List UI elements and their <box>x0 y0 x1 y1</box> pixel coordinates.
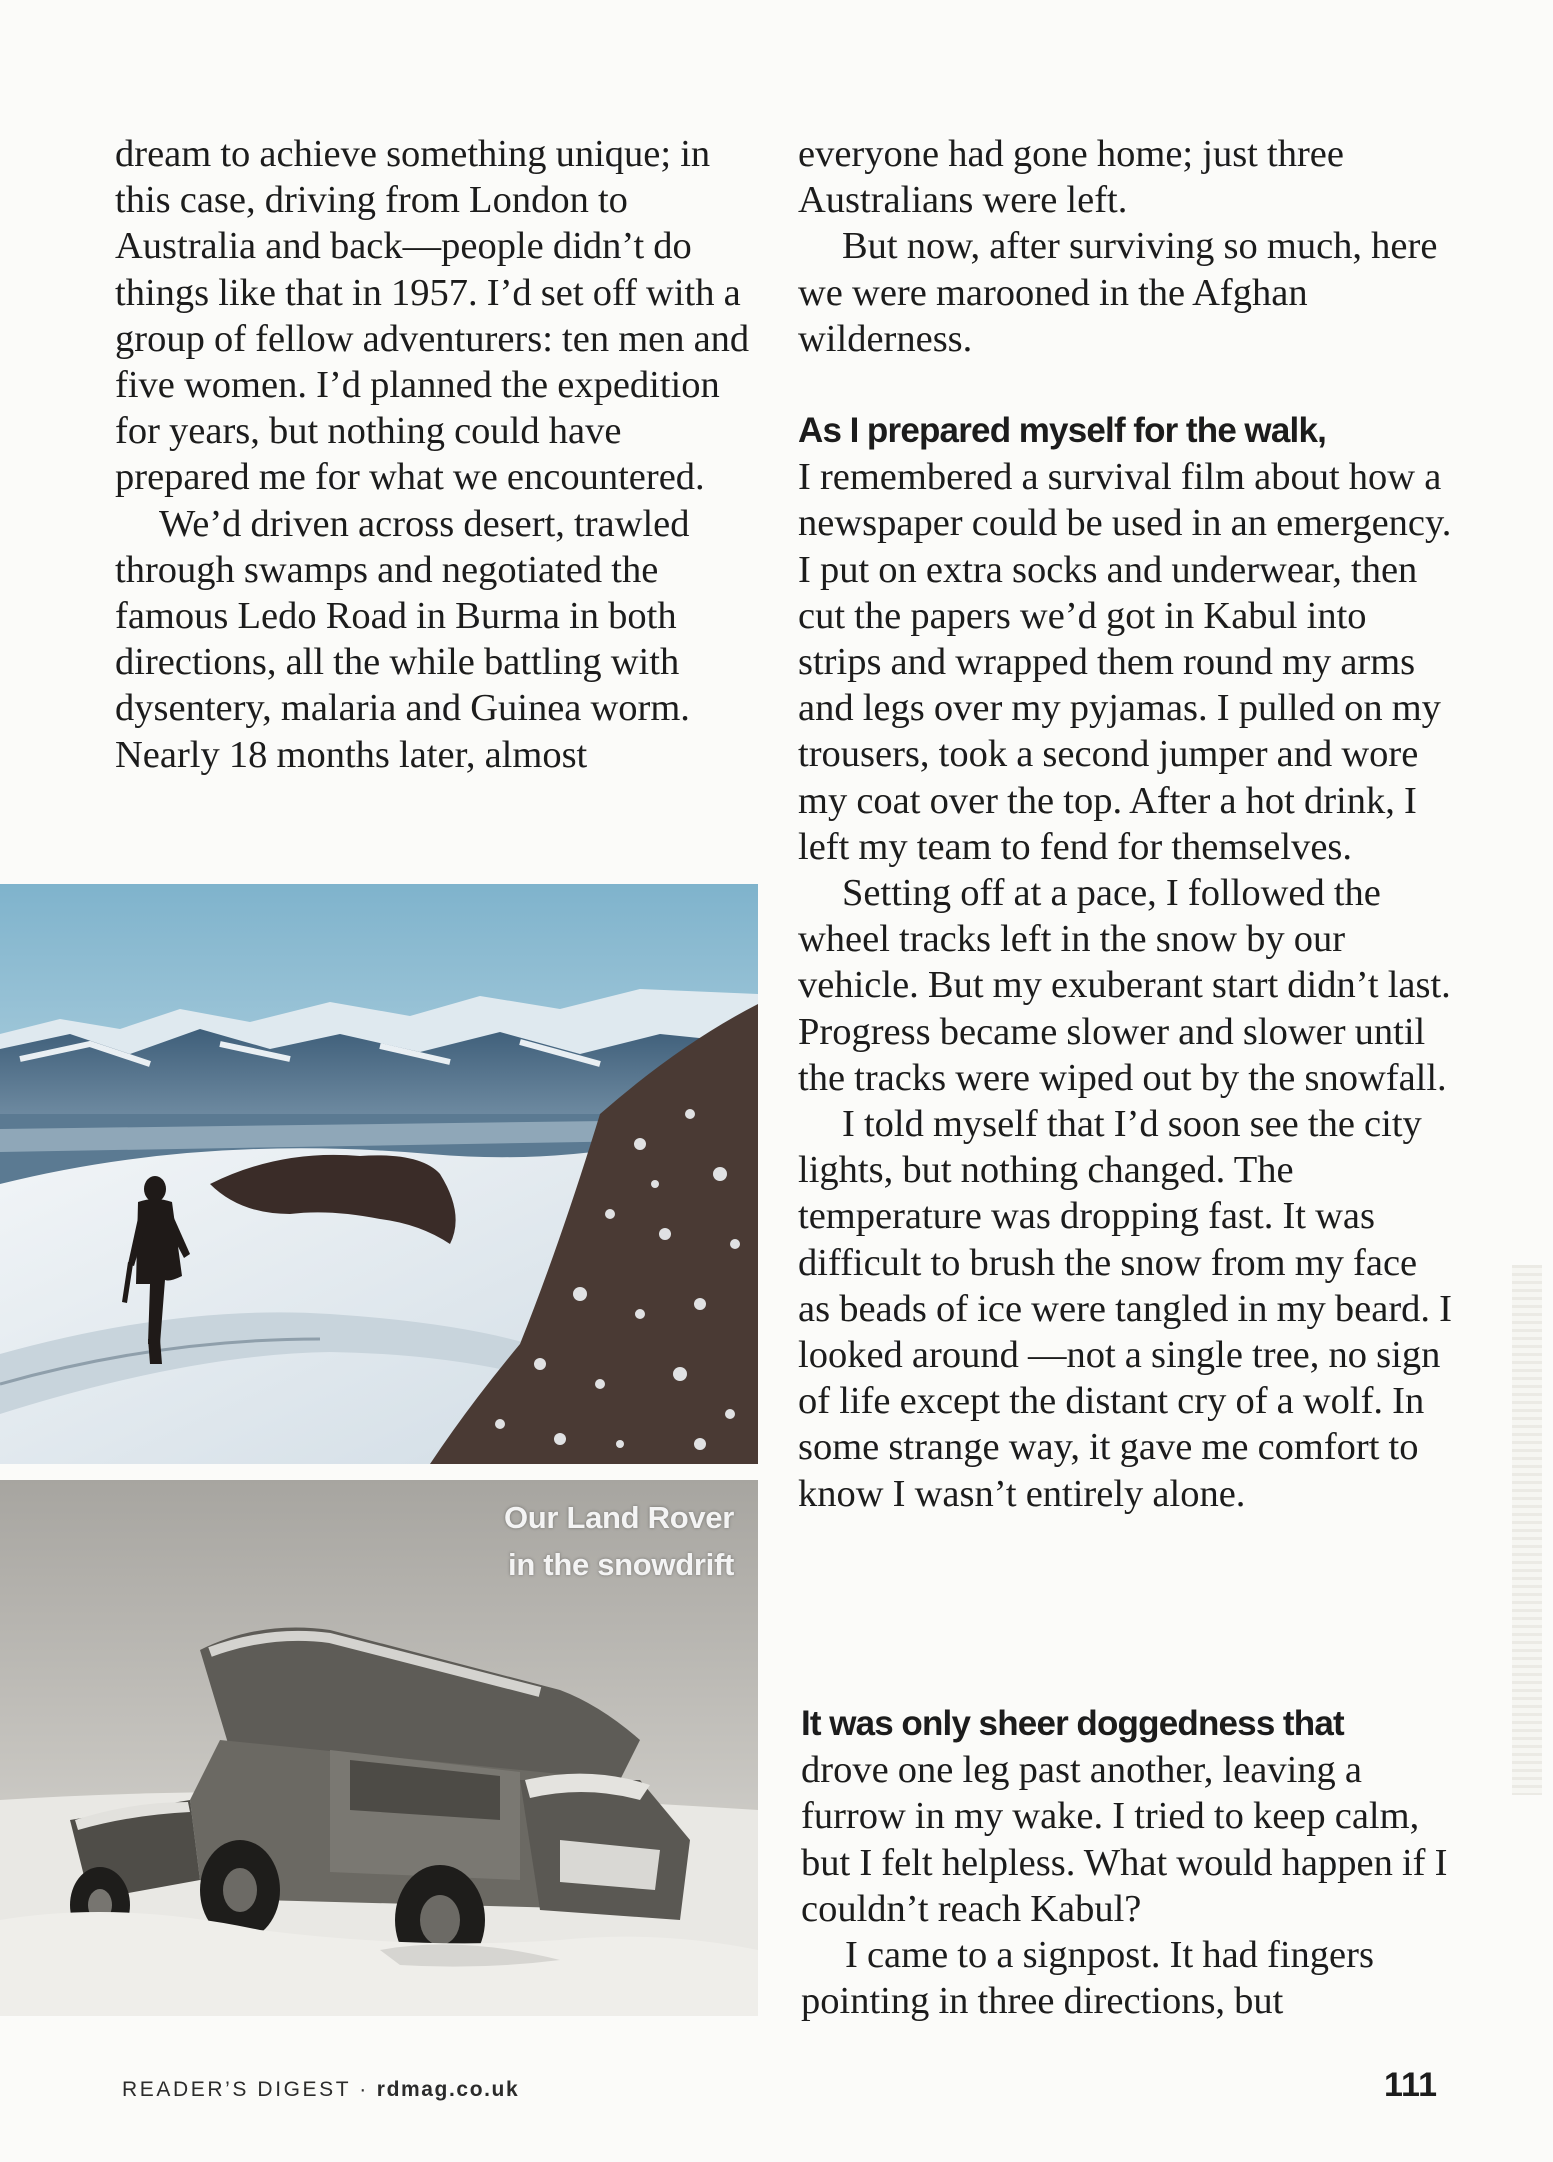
land-rover-snowdrift-photo <box>0 1480 758 2016</box>
page-footer <box>122 2078 519 2102</box>
page-number: 111 <box>1384 2066 1437 2104</box>
section-opening-paragraph <box>798 407 1458 870</box>
body-paragraph: I came to a signpost. It had fingers pointing in three directions, but <box>801 1934 1374 2023</box>
snowy-mountain-walker-photo <box>0 884 758 1464</box>
section-opening-text: drove one leg past another, leaving a furrow in my wake. I tried to keep calm, but I felt helpless. What would happen if I couldn’t reach Kabul? <box>801 1749 1448 1930</box>
body-paragraph: dream to achieve something unique; in this case, driving from London to Australia and back—people didn’t do things like that in 1957. I’d set off with a group of fellow adventurers: ten men and five women. I’d planned the expedition for years, but nothing could have prepared me for what we encountered. <box>115 133 750 499</box>
body-paragraph: I told myself that I’d soon see the city lights, but nothing changed. The temperature was dropping fast. It was difficult to brush the snow from my face as beads of ice were tangled in my beard. I looked around —not a single tree, no sign of life except the distant cry of a wolf. In some strange way, it gave me comfort to know I wasn’t entirely alone. <box>798 1103 1453 1515</box>
section-lead-in: As I prepared myself for the walk, <box>798 411 1327 450</box>
photo-caption <box>504 1494 734 1588</box>
section-opening-paragraph <box>801 1700 1461 1932</box>
body-paragraph: We’d driven across desert, trawled through swamps and negotiated the famous Ledo Road in Burma in both directions, all the while battling with dysentery, malaria and Guinea worm. Nearly 18 months later, almost <box>115 502 690 776</box>
section-opening-text: I remembered a survival film about how a newspaper could be used in an emergency. I put on extra socks and underwear, then cut the papers we’d got in Kabul into strips and wrapped them round my arms and legs over my pyjamas. I pulled on my trousers, took a second jumper and wore my coat over the top. After a hot drink, I left my team to fend for themselves. <box>798 456 1452 868</box>
right-text-section-walk <box>798 407 1458 1517</box>
footer-separator: · <box>359 2078 369 2101</box>
publication-name: READER’S DIGEST <box>122 2078 352 2101</box>
caption-line: in the snowdrift <box>508 1547 734 1582</box>
right-text-column-top <box>798 131 1458 362</box>
caption-line: Our Land Rover <box>503 1500 734 1535</box>
body-paragraph: everyone had gone home; just three Australians were left. <box>798 133 1344 222</box>
page-edge-texture <box>1512 1265 1542 1795</box>
right-text-section-doggedness <box>801 1700 1461 2024</box>
website-link[interactable]: rdmag.co.uk <box>376 2078 520 2101</box>
body-paragraph: Setting off at a pace, I followed the wheel tracks left in the snow by our vehicle. But my exuberant start didn’t last. Progress became slower and slower until the tracks were wiped out by the snowfall. <box>798 872 1451 1099</box>
body-paragraph: But now, after surviving so much, here we were marooned in the Afghan wilderness. <box>798 225 1438 360</box>
left-text-column <box>115 131 760 778</box>
section-lead-in: It was only sheer doggedness that <box>801 1704 1344 1743</box>
